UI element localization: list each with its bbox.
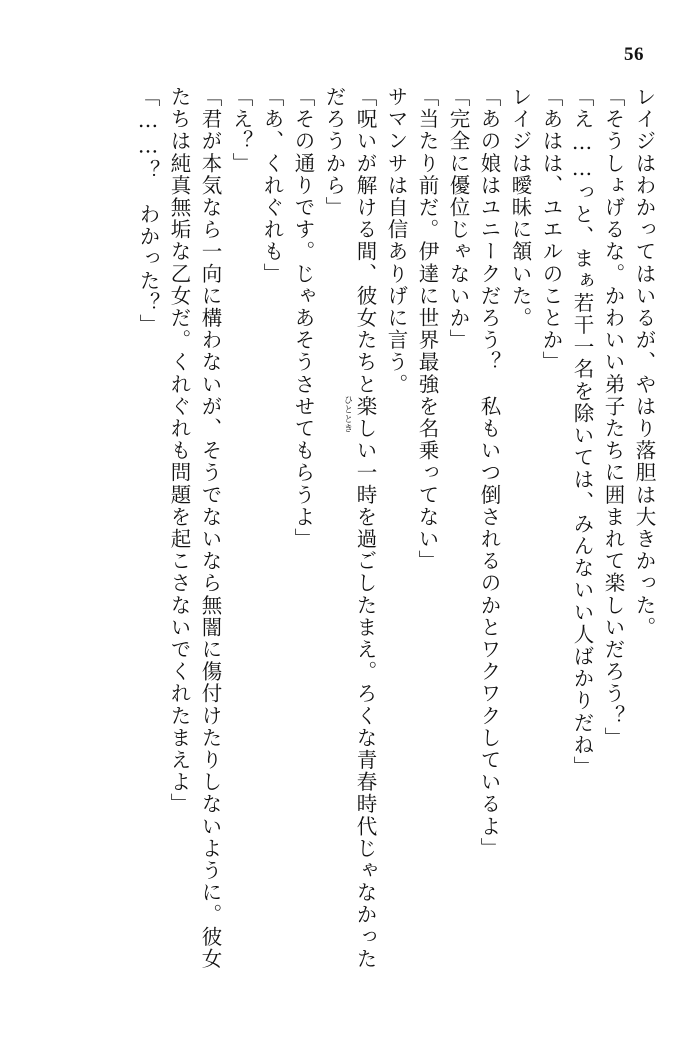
text-line: レイジはわかってはいるが、やはり落胆は大きかった。 (632, 86, 656, 639)
text-line: 「あの娘はユニークだろう？ 私もいつ倒されるのかとワクワクしているよ」 (477, 86, 501, 860)
text-line: 「呪いが解ける間、彼女たちと楽しい一時を過ごしたまえ。ろくな青春時代じゃなかった ひととき (342, 86, 377, 970)
text-line: サマンサは自信ありげに言う。 (384, 86, 408, 396)
text-line: 「そうしょげるな。かわいい弟子たちに囲まれて楽しいだろう？」 (601, 86, 625, 749)
text-line: 「え……っと、まぁ若干一名を除いては、みんないい人ばかりだね」 (570, 86, 594, 779)
text-line: 「あ、くれぐれも」 (260, 86, 284, 285)
text-line: 「君が本気なら一向に構わないが、そうでないなら無闇に傷付けたりしないように。彼女 (198, 86, 222, 970)
text-line: たちは純真無垢な乙女だ。くれぐれも問題を起こさないでくれたまえよ」 (167, 86, 191, 816)
text-line: 「あはは、ユエルのことか」 (539, 86, 563, 374)
text-line: だろうから」 (322, 86, 346, 219)
text-line: 「……？ わかった？」 (136, 86, 160, 337)
page-number: 56 (624, 44, 644, 65)
text-line: 「その通りです。じゃあそうさせてもらうよ」 (291, 86, 315, 551)
text-line: レイジは曖昧に頷いた。 (508, 86, 532, 330)
text-line: 「え？」 (229, 86, 253, 175)
text-line: 「完全に優位じゃないか」 (446, 86, 470, 352)
vertical-text-body (56, 86, 654, 1010)
text-line: 「当たり前だ。伊達に世界最強を名乗ってない」 (415, 86, 439, 573)
ruby-annotation: ひととき (342, 395, 352, 434)
